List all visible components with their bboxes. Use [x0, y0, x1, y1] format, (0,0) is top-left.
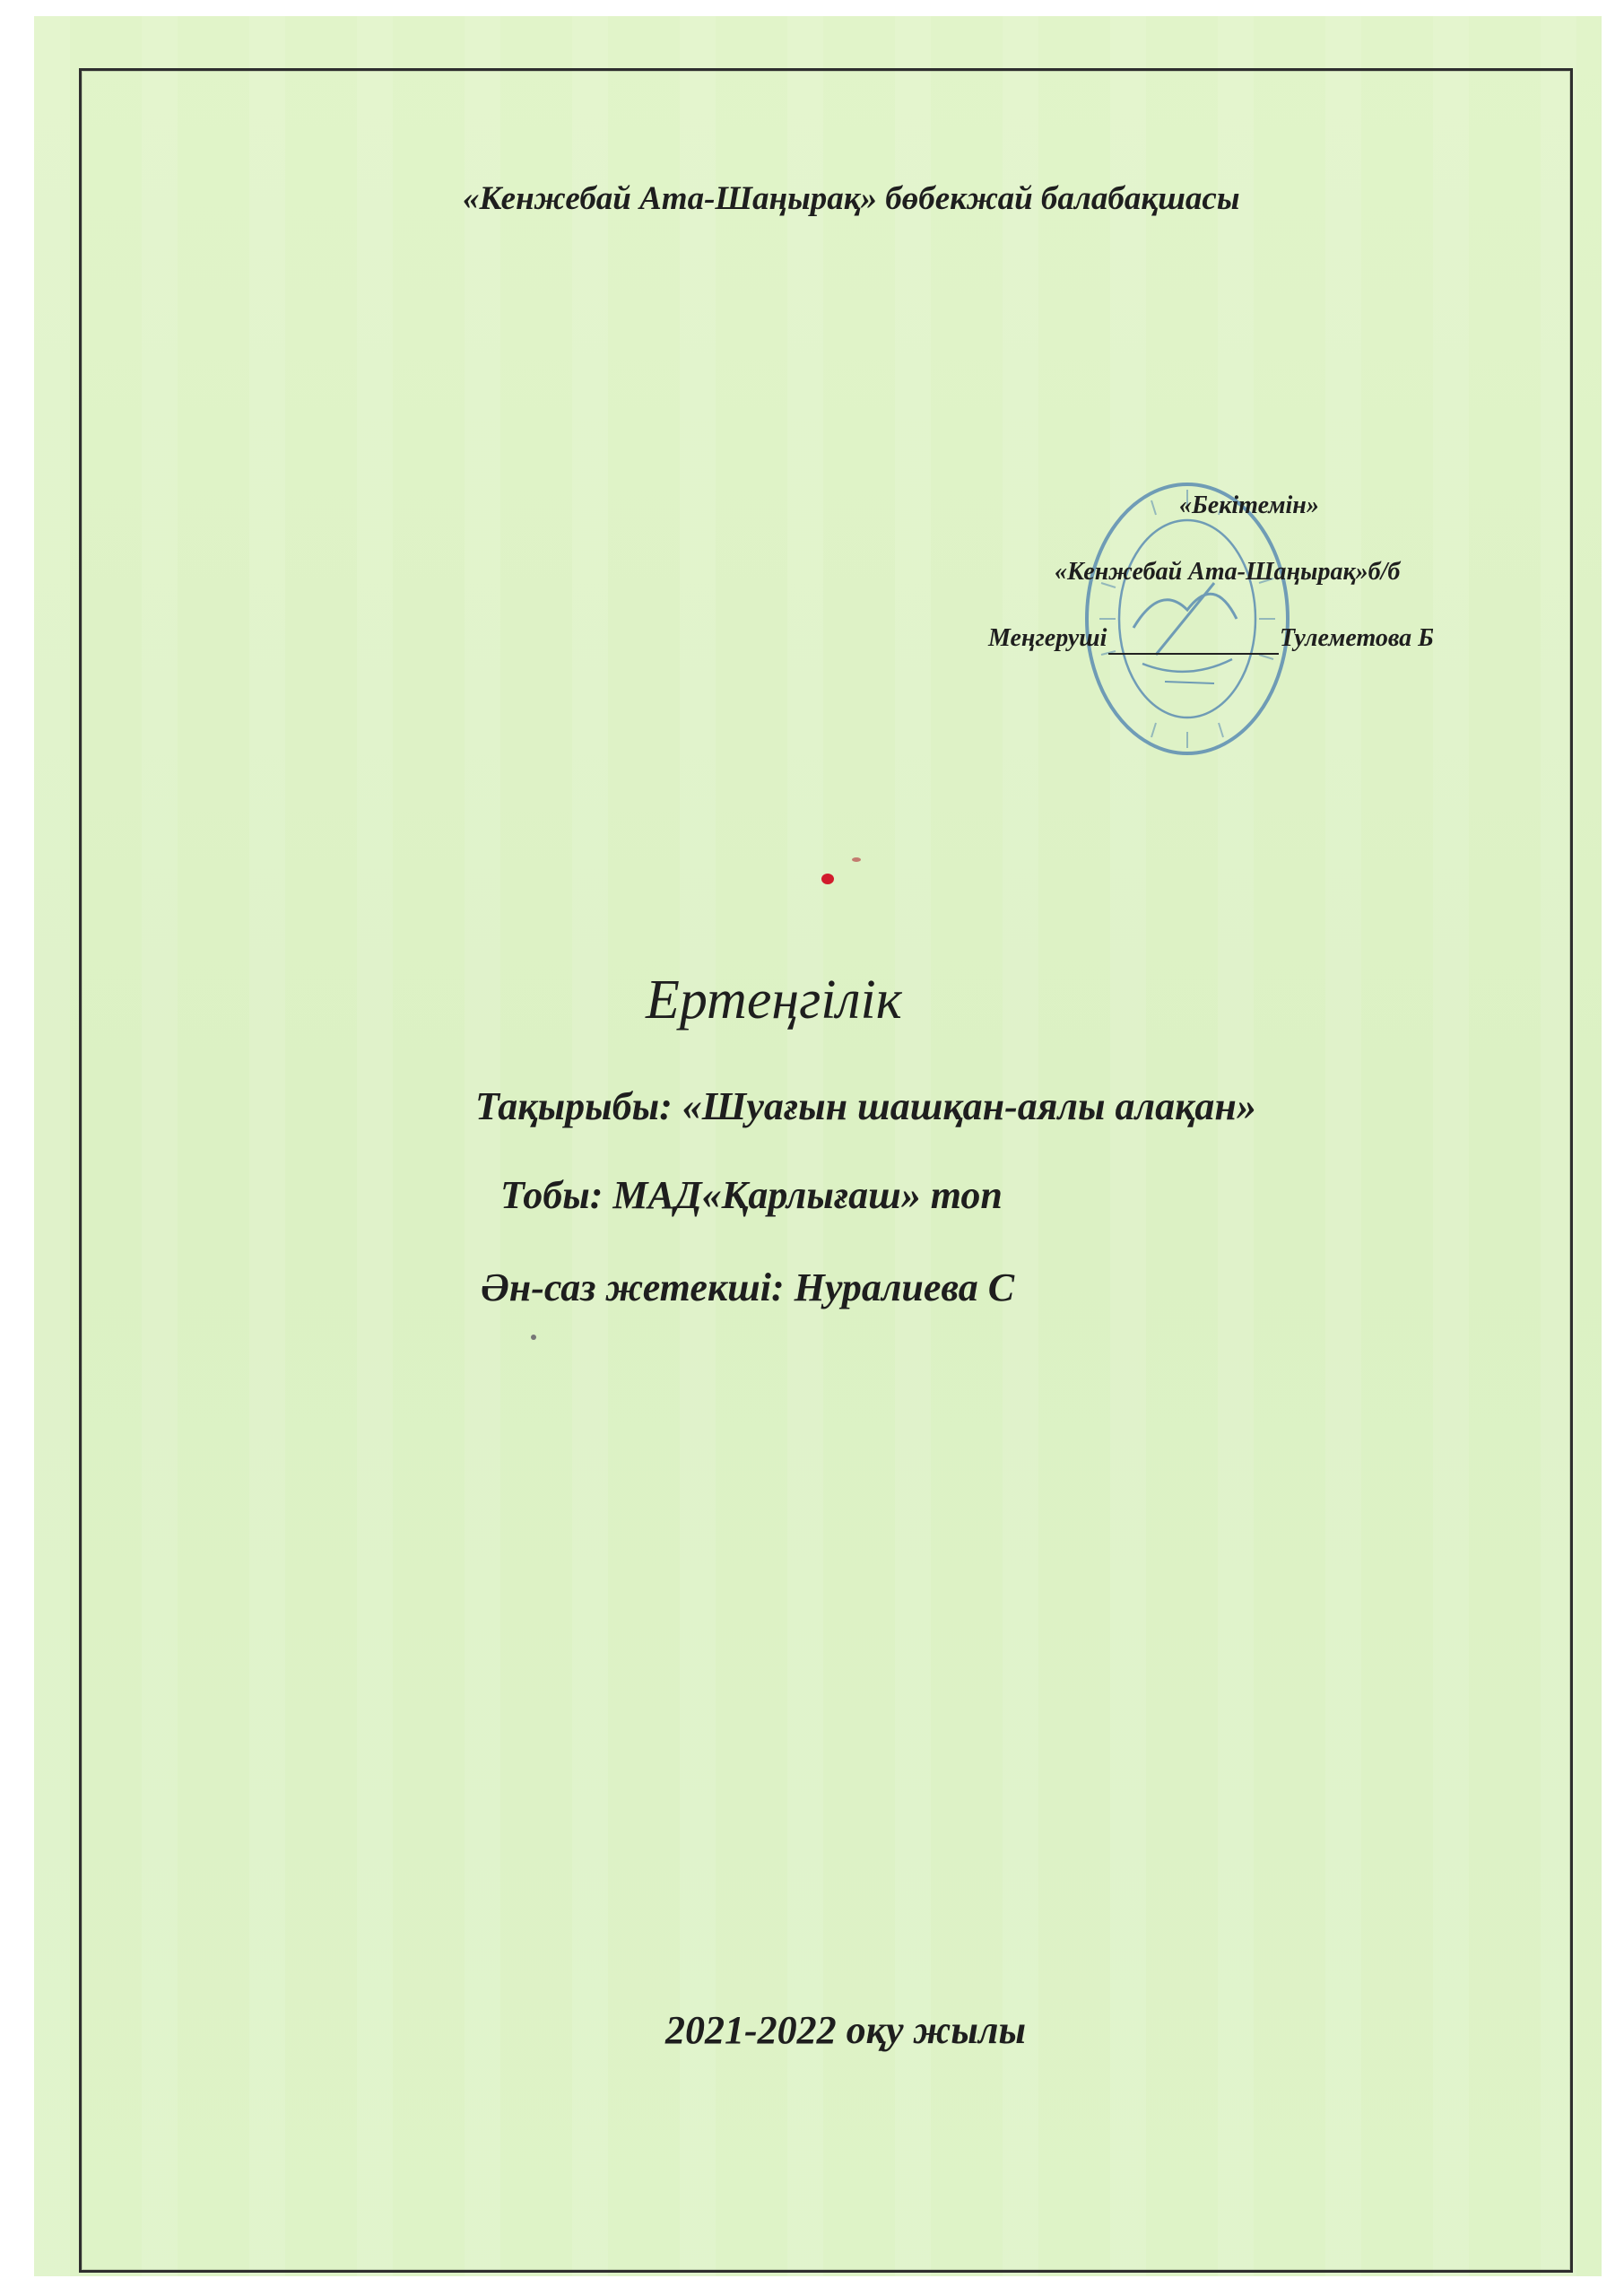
ink-spot-small	[852, 857, 861, 862]
director-name: Тулеметова Б	[1280, 624, 1434, 652]
event-topic: Тақырыбы: «Шуағын шашқан-аялы алақан»	[475, 1084, 1256, 1128]
page-border	[79, 68, 1573, 2273]
director-role: Меңгеруші	[988, 624, 1107, 652]
ink-spot	[821, 874, 834, 884]
event-group: Тобы: МАД«Қарлығаш» топ	[500, 1173, 1003, 1217]
scan-speck	[531, 1335, 536, 1340]
academic-year: 2021-2022 оқу жылы	[665, 2008, 1027, 2052]
document-title: Ертеңгілік	[646, 970, 902, 1031]
signature-line	[1108, 653, 1279, 655]
approval-organization: «Кенжебай Ата-Шаңырақ»б/б	[1055, 558, 1401, 586]
music-teacher: Ән-саз жетекші: Нуралиева С	[481, 1265, 1015, 1309]
approval-title: «Бекітемін»	[1179, 491, 1319, 519]
organization-name: «Кенжебай Ата-Шаңырақ» бөбекжай балабақшасы	[463, 180, 1240, 217]
